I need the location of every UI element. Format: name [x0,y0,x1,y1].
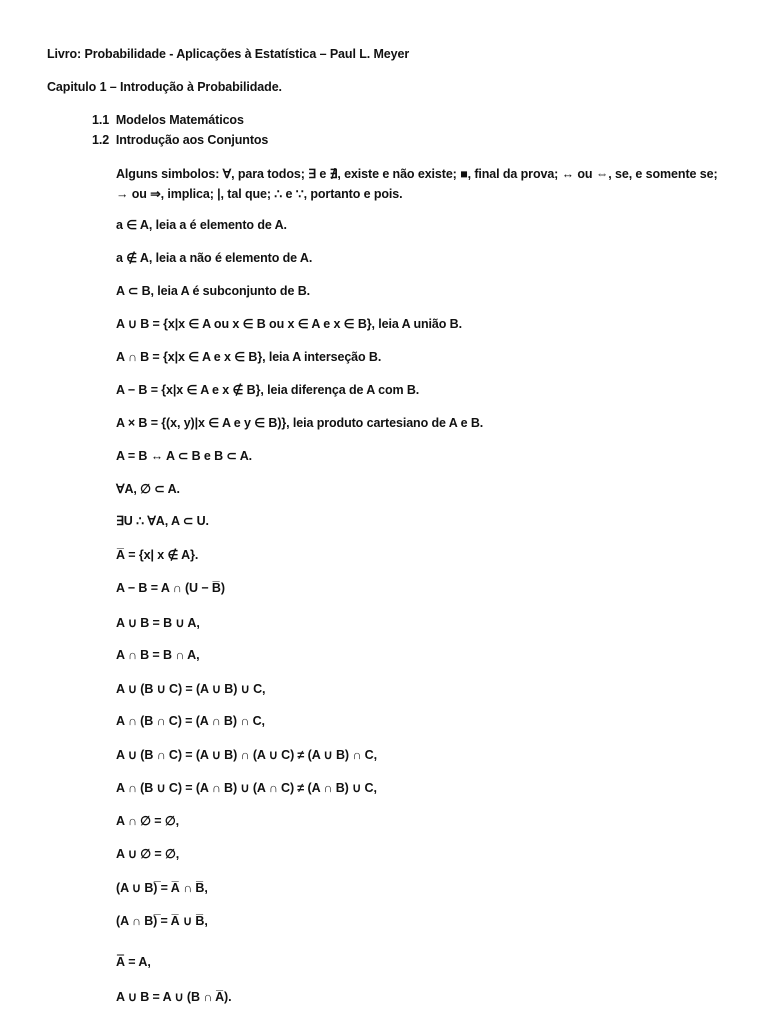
toc-item [92,133,268,147]
formula-line: A ∩ B = {x|x ∈ A e x ∈ B}, leia A interseção B. [116,350,382,364]
formula-line: A̅ = {x| x ∉ A}. [116,548,199,562]
formula-line: A ∪ (B ∩ C) = (A ∪ B) ∩ (A ∪ C) ≠ (A ∪ B) ∩ C, [116,748,377,762]
formula-line: a ∉ A, leia a não é elemento de A. [116,251,313,265]
formula-line: A ∪ (B ∪ C) = (A ∪ B) ∪ C, [116,682,266,696]
formula-line: A ⊂ B, leia A é subconjunto de B. [116,284,310,298]
formula-line: A ∩ B = B ∩ A, [116,648,200,662]
formula-line: A ∩ (B ∩ C) = (A ∩ B) ∩ C, [116,714,265,728]
toc-number: 1.1 [92,113,110,127]
formula-line: A ∩ ∅ = ∅, [116,814,180,828]
chapter-title: Capitulo 1 – Introdução à Probabilidade. [47,80,282,94]
book-title: Livro: Probabilidade - Aplicações à Estatística – Paul L. Meyer [47,47,410,61]
formula-line: ∃U ∴ ∀A, A ⊂ U. [116,514,209,528]
formula-line: ∀A, ∅ ⊂ A. [116,482,180,496]
formula-line: A − B = A ∩ (U − B̅) [116,581,225,595]
formula-line: A̿ = A, [116,955,151,969]
toc-item [92,113,244,127]
formula-line: A ∪ B = {x|x ∈ A ou x ∈ B ou x ∈ A e x ∈ B}, leia A união B. [116,317,462,331]
formula-line: (A ∪ B)̅ = A̅ ∩ B̅, [116,881,208,895]
formula-line: A ∪ ∅ = ∅, [116,847,180,861]
formula-line: A ∪ B = A ∪ (B ∩ A̅). [116,990,232,1004]
symbols-line: → ou ⇒, implica; |, tal que; ∴ e ∵, portanto e pois. [116,187,403,201]
formula-line: A × B = {(x, y)|x ∈ A e y ∈ B)}, leia produto cartesiano de A e B. [116,416,484,430]
formula-line: (A ∩ B)̅ = A̅ ∪ B̅, [116,914,208,928]
toc-label: Introdução aos Conjuntos [115,133,269,147]
formula-line: A − B = {x|x ∈ A e x ∉ B}, leia diferença de A com B. [116,383,420,397]
formula-line: A ∪ B = B ∪ A, [116,616,200,630]
toc-label: Modelos Matemáticos [115,113,244,127]
symbols-line: Alguns simbolos: ∀, para todos; ∃ e ∄, existe e não existe; ■, final da prova; ↔ ou ⇔, se, e somente se; [116,167,718,181]
formula-line: A = B ↔ A ⊂ B e B ⊂ A. [116,449,253,463]
formula-line: A ∩ (B ∪ C) = (A ∩ B) ∪ (A ∩ C) ≠ (A ∩ B) ∪ C, [116,781,377,795]
toc-number: 1.2 [92,133,110,147]
formula-line: a ∈ A, leia a é elemento de A. [116,218,287,232]
